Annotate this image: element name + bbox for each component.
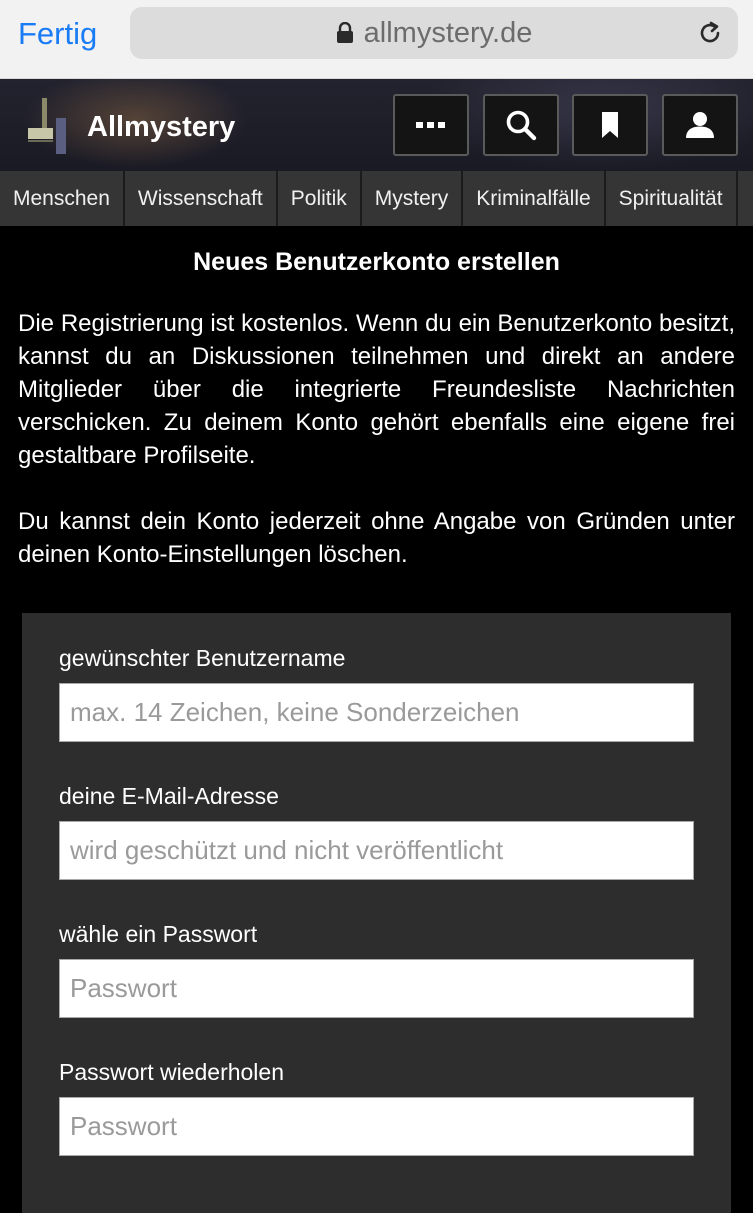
more-dots-icon <box>416 121 446 129</box>
nav-item-spiritualitaet[interactable]: Spiritualität <box>606 171 738 226</box>
password-repeat-input[interactable] <box>59 1097 694 1156</box>
intro-text <box>18 307 735 604</box>
site-title[interactable]: Allmystery <box>87 111 236 143</box>
nav-item-wissenschaft[interactable]: Wissenschaft <box>125 171 278 226</box>
username-input[interactable] <box>59 683 694 742</box>
category-nav <box>0 171 753 226</box>
bookmark-button[interactable] <box>572 94 648 156</box>
registration-form <box>22 613 731 1213</box>
more-button[interactable] <box>393 94 469 156</box>
password-input[interactable] <box>59 959 694 1018</box>
site-header <box>0 79 753 171</box>
email-label: deine E-Mail-Adresse <box>59 783 279 809</box>
nav-item-kriminalfaelle[interactable]: Kriminalfälle <box>463 171 605 226</box>
page-title: Neues Benutzerkonto erstellen <box>193 248 560 276</box>
nav-item-politik[interactable]: Politik <box>278 171 362 226</box>
user-button[interactable] <box>662 94 738 156</box>
email-input[interactable] <box>59 821 694 880</box>
username-label: gewünschter Benutzername <box>59 645 346 671</box>
address-bar[interactable] <box>130 7 738 59</box>
browser-toolbar <box>0 0 753 79</box>
nav-item-menschen[interactable]: Menschen <box>0 171 125 226</box>
bookmark-icon <box>601 111 619 139</box>
done-button[interactable]: Fertig <box>18 16 98 51</box>
password-label: wähle ein Passwort <box>59 921 258 947</box>
search-icon <box>505 109 537 141</box>
lock-icon <box>336 22 354 44</box>
search-button[interactable] <box>483 94 559 156</box>
password-repeat-label: Passwort wiederholen <box>59 1059 285 1085</box>
url-text: allmystery.de <box>363 16 533 49</box>
user-icon <box>685 111 715 139</box>
reload-icon[interactable] <box>696 19 724 47</box>
intro-paragraph-2: Du kannst dein Konto jederzeit ohne Angabe von Gründen unter deinen Konto-Einstellungen löschen. <box>18 508 735 568</box>
allmystery-logo-icon[interactable] <box>26 94 68 156</box>
intro-paragraph-1: Die Registrierung ist kostenlos. Wenn du ein Benutzerkonto besitzt, kannst du an Diskussionen teilnehmen und direkt an andere Mitglieder über die integrierte Freundesliste Nachrichten verschicken. Zu deinem Konto gehört ebenfalls eine eigene frei gestaltbare Profilseite. <box>18 310 735 469</box>
nav-item-mystery[interactable]: Mystery <box>362 171 464 226</box>
